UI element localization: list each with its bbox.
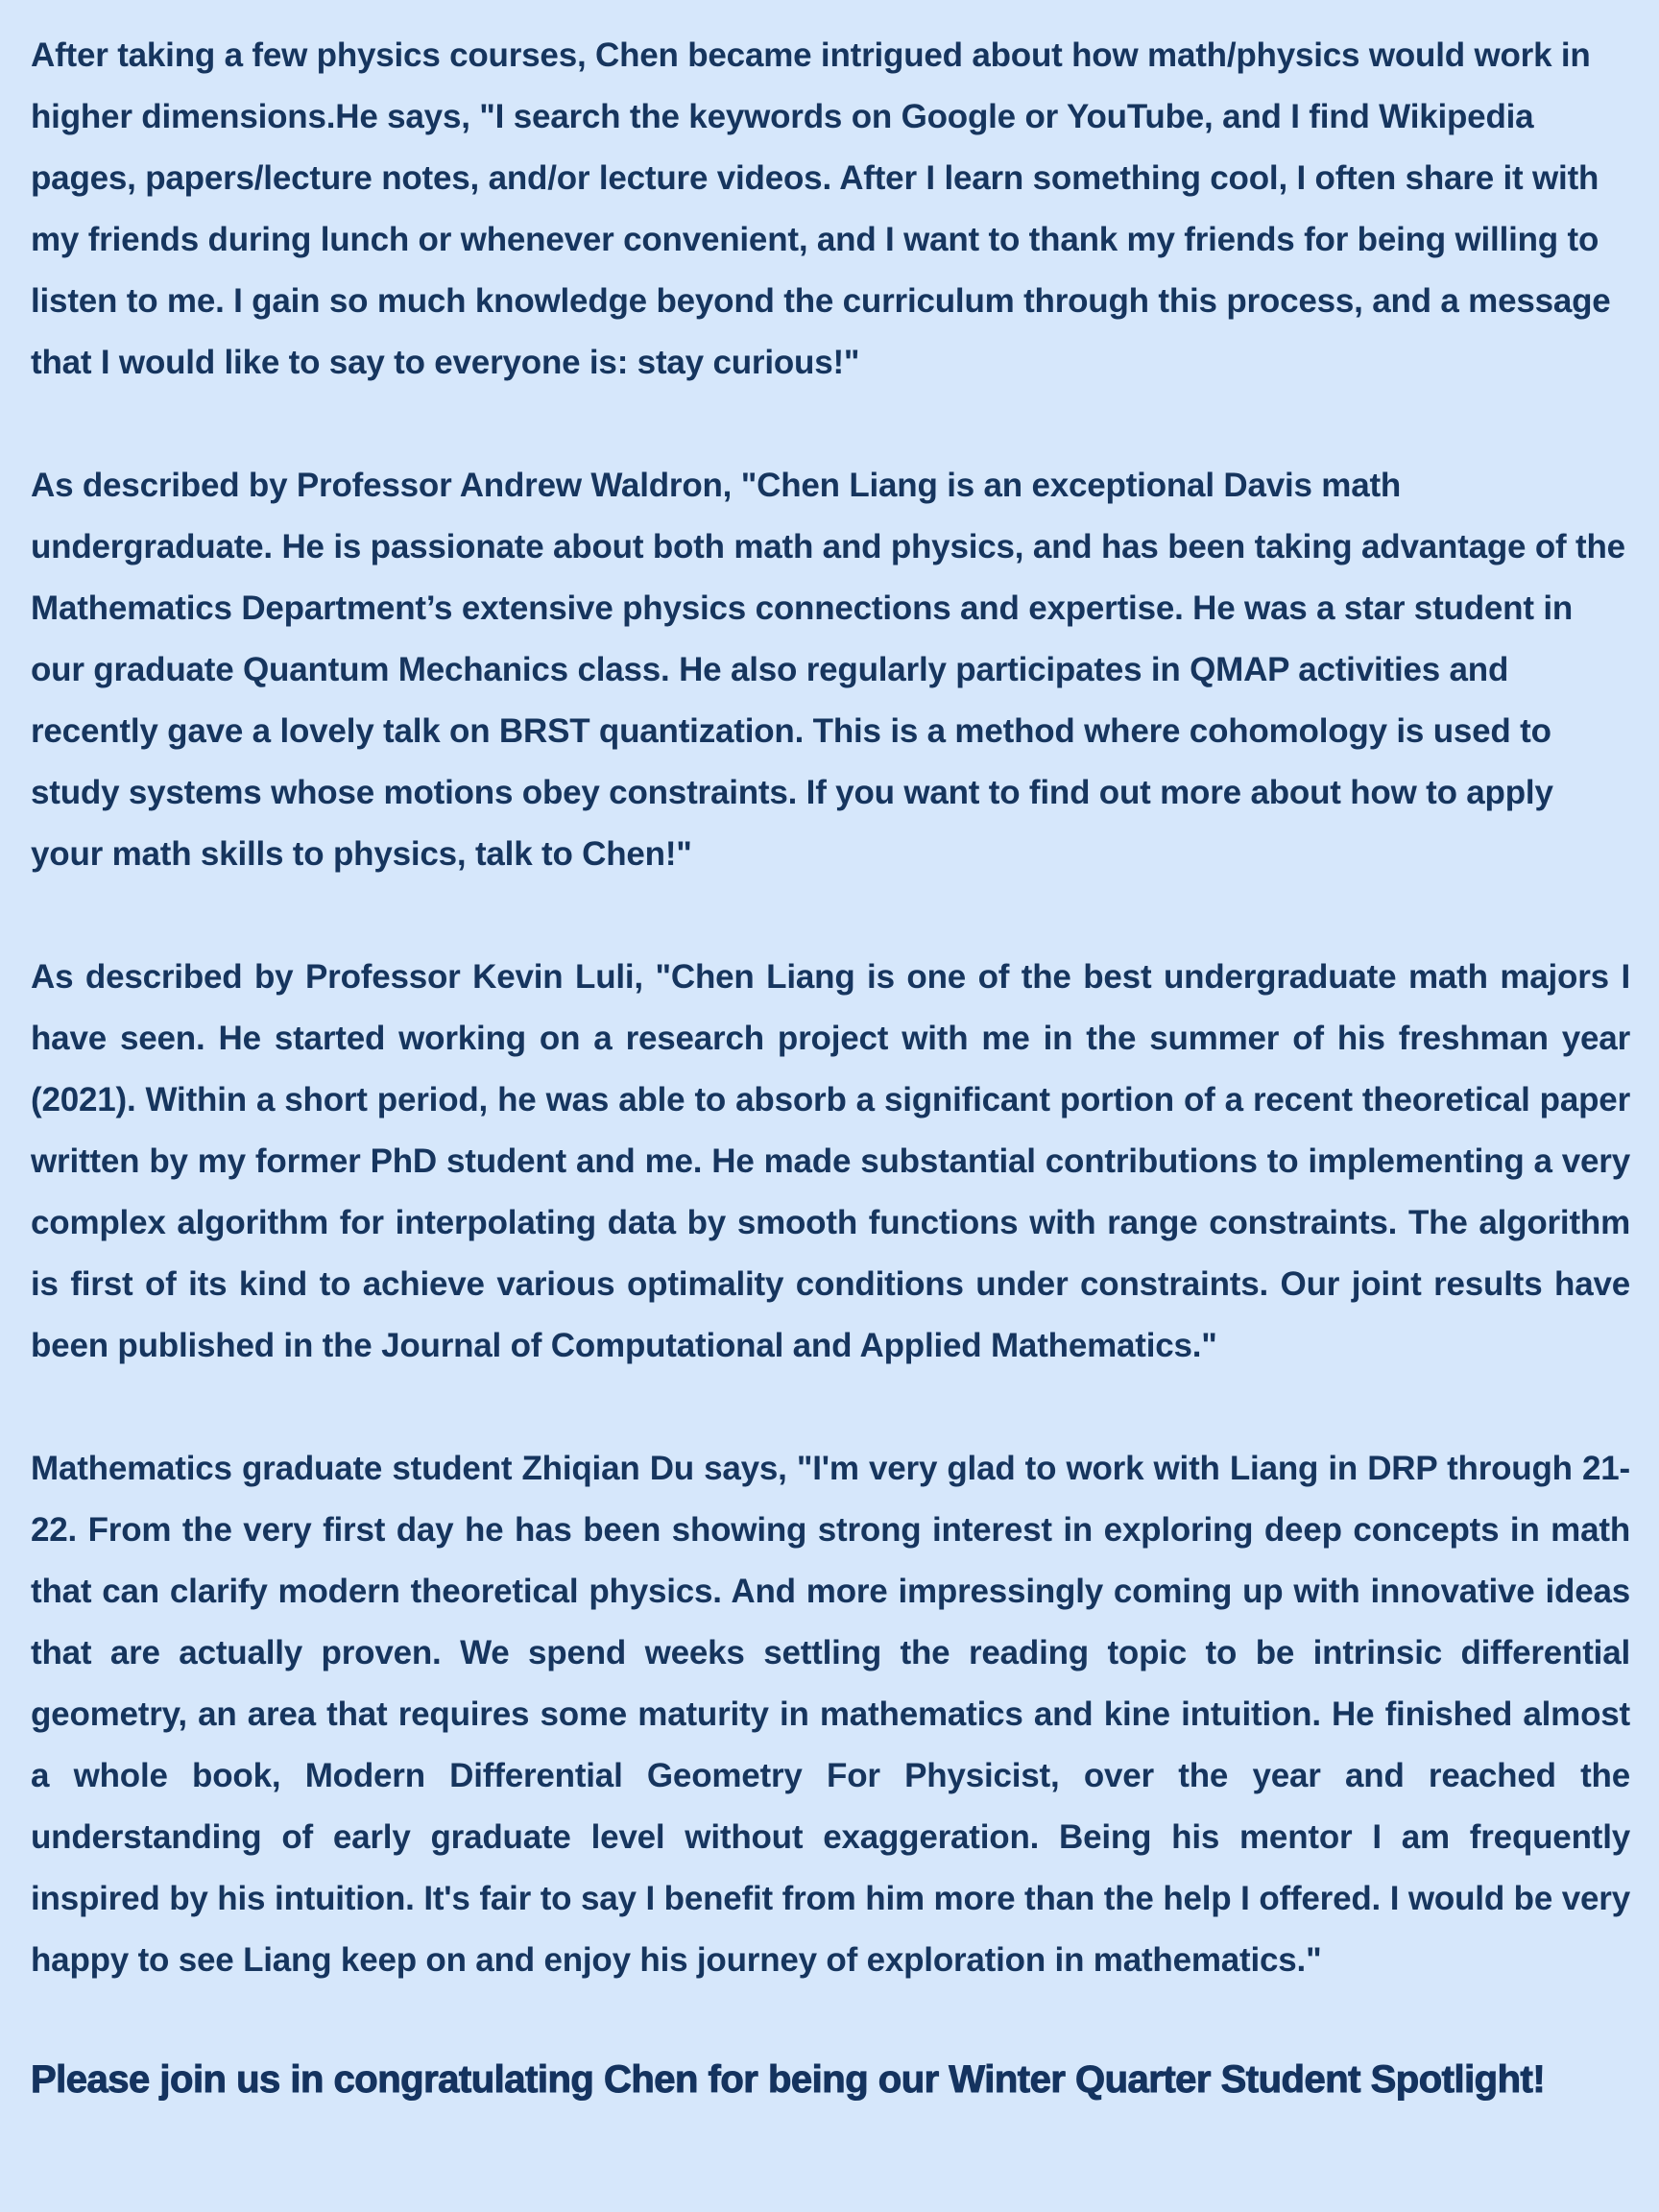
paragraph-professor-luli-quote: As described by Professor Kevin Luli, "Chen Liang is one of the best undergraduate math majors I have seen. He started working on a research project with me in the summer of his freshman year (2021). Within a short period, he was able to absorb a significant portion of a recent theoretical paper written by my former PhD student and me. He made substantial contributions to implementing a very complex algorithm for interpolating data by smooth functions with range constraints. The algorithm is first of its kind to achieve various optimality conditions under constraints. Our joint results have been published in the Journal of Computational and Applied Mathematics.": [31, 958, 1630, 1364]
paragraph-chen-quote: After taking a few physics courses, Chen became intrigued about how math/physics would work in higher dimensions.He says, "I search the keywords on Google or YouTube, and I find Wikipedia pages, papers/lecture notes, and/or lecture videos. After I learn something cool, I often share it with my friends during lunch or whenever convenient, and I want to thank my friends for being willing to listen to me. I gain so much knowledge beyond the curriculum through this process, and a message that I would like to say to everyone is: stay curious!": [31, 36, 1611, 381]
closing-congratulations-line: Please join us in congratulating Chen for being our Winter Quarter Student Spotlight!: [31, 2058, 1546, 2101]
student-spotlight-article: [31, 25, 1630, 2106]
paragraph-professor-waldron-quote: As described by Professor Andrew Waldron, "Chen Liang is an exceptional Davis math undergraduate. He is passionate about both math and physics, and has been taking advantage of the Mathematics Department’s extensive physics connections and expertise. He was a star student in our graduate Quantum Mechanics class. He also regularly participates in QMAP activities and recently gave a lovely talk on BRST quantization. This is a method where cohomology is used to study systems whose motions obey constraints. If you want to find out more about how to apply your math skills to physics, talk to Chen!": [31, 467, 1625, 873]
paragraph-grad-student-du-quote: Mathematics graduate student Zhiqian Du says, "I'm very glad to work with Liang in DRP through 21-22. From the very first day he has been showing strong interest in exploring deep concepts in math that can clarify modern theoretical physics. And more impressingly coming up with innovative ideas that are actually proven. We spend weeks settling the reading topic to be intrinsic differential geometry, an area that requires some maturity in mathematics and kine intuition. He finished almost a whole book, Modern Differential Geometry For Physicist, over the year and reached the understanding of early graduate level without exaggeration. Being his mentor I am frequently inspired by his intuition. It's fair to say I benefit from him more than the help I offered. I would be very happy to see Liang keep on and enjoy his journey of exploration in mathematics.": [31, 1450, 1630, 1979]
